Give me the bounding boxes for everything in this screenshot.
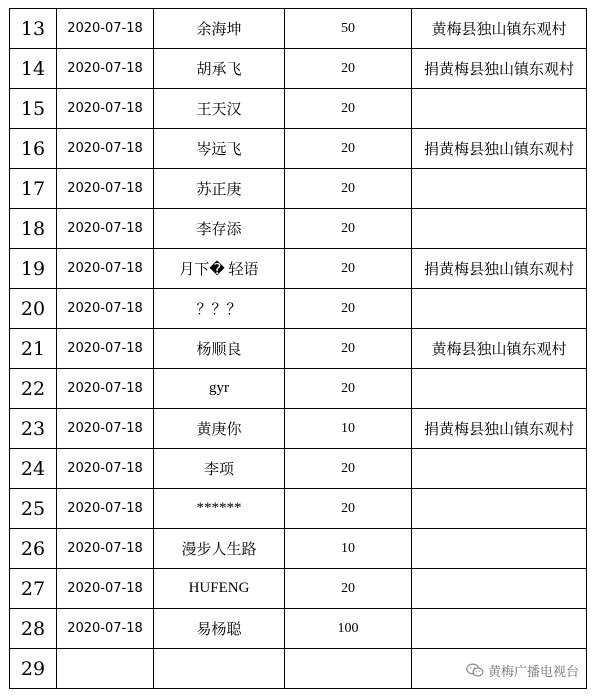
table-row [10,609,587,649]
watermark [466,661,579,680]
row-number: 22 [10,369,57,409]
wechat-icon [466,663,484,678]
donor-name-cell: 月下� 轻语 [154,249,285,289]
note-cell: 黄梅县独山镇东观村 [412,9,587,49]
note-cell [412,169,587,209]
donor-name-cell: 李存添 [154,209,285,249]
amount-cell: 20 [285,489,412,529]
row-number: 17 [10,169,57,209]
table-row [10,89,587,129]
donor-name-cell: 李项 [154,449,285,489]
row-number: 26 [10,529,57,569]
date-cell: 2020-07-18 [57,209,154,249]
row-number: 28 [10,609,57,649]
amount-cell: 100 [285,609,412,649]
date-cell: 2020-07-18 [57,169,154,209]
date-cell: 2020-07-18 [57,249,154,289]
row-number: 20 [10,289,57,329]
table-row [10,329,587,369]
row-number: 13 [10,9,57,49]
table-row [10,289,587,329]
table-row [10,249,587,289]
amount-cell: 20 [285,89,412,129]
amount-cell: 20 [285,249,412,289]
row-number: 25 [10,489,57,529]
donor-name-cell: 岑远飞 [154,129,285,169]
donor-name-cell: 余海坤 [154,9,285,49]
donor-name-cell: 黄庚你 [154,409,285,449]
table-row [10,49,587,89]
row-number: 23 [10,409,57,449]
date-cell: 2020-07-18 [57,369,154,409]
note-cell: 捐黄梅县独山镇东观村 [412,409,587,449]
note-cell [412,289,587,329]
table-row [10,369,587,409]
table-row [10,209,587,249]
row-number: 15 [10,89,57,129]
amount-cell: 50 [285,9,412,49]
table-row [10,529,587,569]
table-row [10,409,587,449]
note-cell [412,369,587,409]
date-cell: 2020-07-18 [57,9,154,49]
date-cell: 2020-07-18 [57,409,154,449]
date-cell: 2020-07-18 [57,449,154,489]
amount-cell: 20 [285,569,412,609]
donor-name-cell: 漫步人生路 [154,529,285,569]
note-cell [412,489,587,529]
date-cell: 2020-07-18 [57,49,154,89]
table-row [10,129,587,169]
note-cell [412,569,587,609]
row-number: 24 [10,449,57,489]
donor-name-cell: ？？？ [154,289,285,329]
donor-name-cell [154,649,285,689]
amount-cell: 20 [285,49,412,89]
table-row [10,569,587,609]
note-cell [412,529,587,569]
date-cell [57,649,154,689]
row-number: 16 [10,129,57,169]
note-cell: 捐黄梅县独山镇东观村 [412,249,587,289]
row-number: 18 [10,209,57,249]
donor-name-cell: HUFENG [154,569,285,609]
row-number: 21 [10,329,57,369]
date-cell: 2020-07-18 [57,89,154,129]
amount-cell: 20 [285,369,412,409]
note-cell [412,609,587,649]
donor-name-cell: 王天汉 [154,89,285,129]
amount-cell: 20 [285,329,412,369]
amount-cell: 20 [285,169,412,209]
date-cell: 2020-07-18 [57,289,154,329]
table-row [10,489,587,529]
date-cell: 2020-07-18 [57,609,154,649]
donor-name-cell: 易杨聪 [154,609,285,649]
note-cell [412,449,587,489]
amount-cell [285,649,412,689]
date-cell: 2020-07-18 [57,329,154,369]
table-body [10,9,587,689]
row-number: 19 [10,249,57,289]
amount-cell: 20 [285,209,412,249]
note-cell: 捐黄梅县独山镇东观村 [412,129,587,169]
amount-cell: 20 [285,289,412,329]
amount-cell: 10 [285,529,412,569]
note-cell: 捐黄梅县独山镇东观村 [412,49,587,89]
row-number: 27 [10,569,57,609]
watermark-text: 黄梅广播电视台 [487,665,579,680]
row-number: 29 [10,649,57,689]
donor-name-cell: gyr [154,369,285,409]
amount-cell: 10 [285,409,412,449]
date-cell: 2020-07-18 [57,529,154,569]
date-cell: 2020-07-18 [57,569,154,609]
donor-name-cell: ****** [154,489,285,529]
donation-table-container [9,8,587,689]
note-cell: 黄梅县独山镇东观村 [412,329,587,369]
table-row [10,449,587,489]
donation-table [9,8,587,689]
amount-cell: 20 [285,129,412,169]
donor-name-cell: 杨顺良 [154,329,285,369]
table-row [10,9,587,49]
table-row [10,169,587,209]
date-cell: 2020-07-18 [57,489,154,529]
note-cell [412,89,587,129]
note-cell [412,209,587,249]
date-cell: 2020-07-18 [57,129,154,169]
row-number: 14 [10,49,57,89]
amount-cell: 20 [285,449,412,489]
donor-name-cell: 苏正庚 [154,169,285,209]
donor-name-cell: 胡承飞 [154,49,285,89]
